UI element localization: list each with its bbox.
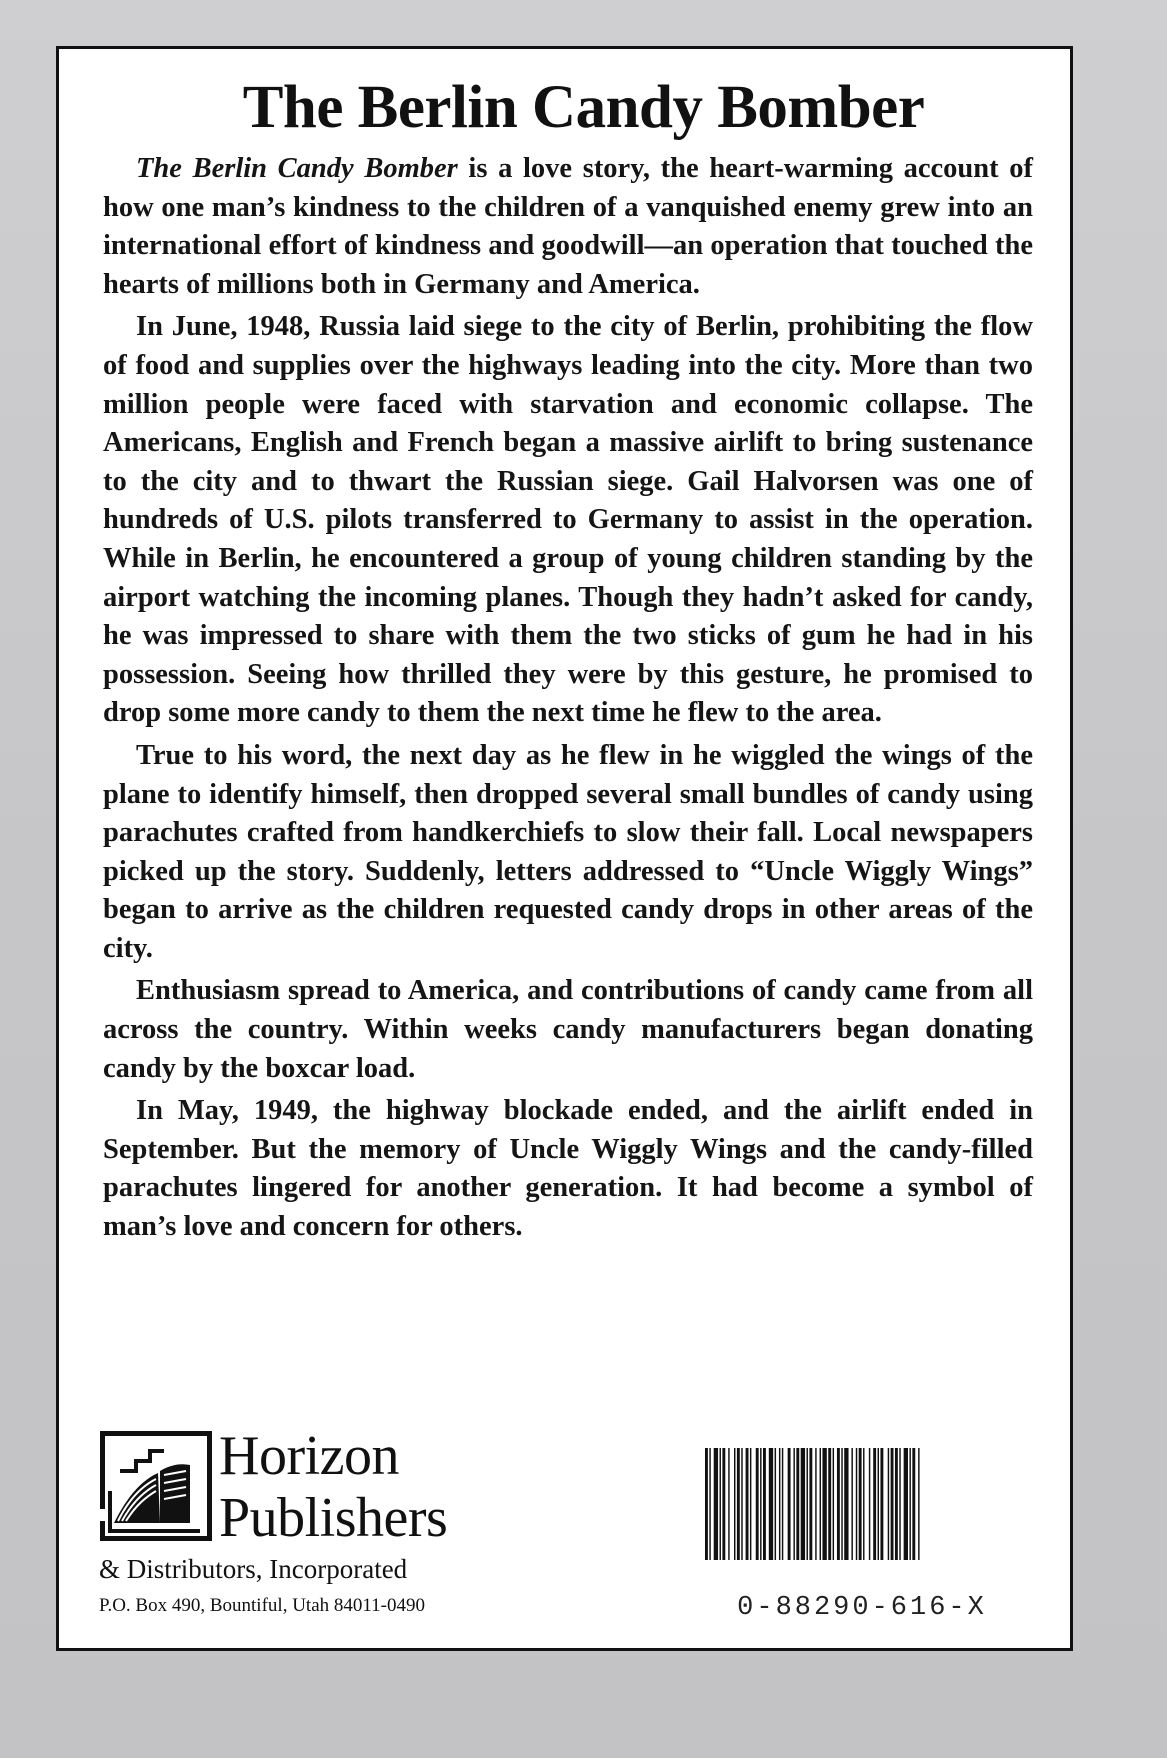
barcode-bar <box>722 1448 725 1560</box>
barcode-bar <box>844 1448 848 1560</box>
barcode-bar <box>895 1448 898 1560</box>
barcode-bar <box>888 1448 889 1560</box>
barcode-bar <box>734 1448 735 1560</box>
barcode-bar <box>828 1448 831 1560</box>
book-title: The Berlin Candy Bomber <box>242 74 925 141</box>
barcode-bar <box>793 1448 794 1560</box>
barcode-bar <box>880 1448 883 1560</box>
barcode-bar <box>779 1448 780 1560</box>
barcode-bar <box>899 1448 900 1560</box>
barcode-bar <box>856 1448 857 1560</box>
barcode-bar <box>878 1448 879 1560</box>
publisher-name-line1: Horizon <box>219 1425 400 1487</box>
barcode-bar <box>912 1448 915 1560</box>
barcode-bar <box>863 1448 864 1560</box>
isbn-number: 0-88290-616-X <box>737 1593 987 1623</box>
barcode-bar <box>705 1448 708 1560</box>
barcode-bar <box>782 1448 783 1560</box>
barcode-bar <box>728 1448 729 1560</box>
barcode-bar <box>851 1448 852 1560</box>
barcode-bar <box>760 1448 761 1560</box>
barcode-bar <box>756 1448 759 1560</box>
barcode-bar <box>807 1448 808 1560</box>
barcode-bar <box>837 1448 840 1560</box>
barcode-bar <box>820 1448 821 1560</box>
barcode-bar <box>775 1448 776 1560</box>
barcode-bar <box>801 1448 805 1560</box>
barcode-bar <box>909 1448 910 1560</box>
barcode-bar <box>918 1448 919 1560</box>
barcode-bar <box>841 1448 842 1560</box>
barcode-bar <box>809 1448 812 1560</box>
synopsis-paragraph-5: In May, 1949, the highway blockade ended, and the airlift ended in September. But the memory of Uncle Wiggly Wings and the candy-filled parachutes lingered for another generation. It had become a symbol of man’s love and concern for others. <box>103 1095 1033 1243</box>
barcode-bar <box>815 1448 816 1560</box>
synopsis-paragraph-1 <box>103 150 1033 304</box>
synopsis <box>103 150 1033 1251</box>
barcode-bar <box>769 1448 773 1560</box>
barcode-bar <box>763 1448 766 1560</box>
publisher-distributors: & Distributors, Incorporated <box>99 1554 408 1584</box>
synopsis-paragraph-4: Enthusiasm spread to America, and contributions of candy came from all across the country. Within weeks candy manufacturers began donating candy by the boxcar load. <box>103 975 1033 1084</box>
book-title-italic: The Berlin Candy Bomber <box>136 153 458 184</box>
open-book-stairs-icon <box>100 1431 212 1541</box>
barcode-bar <box>873 1448 876 1560</box>
publisher-address: P.O. Box 490, Bountiful, Utah 84011-0490 <box>99 1595 425 1616</box>
barcode-bar <box>869 1448 870 1560</box>
barcode-bar <box>891 1448 894 1560</box>
paragraph-text: is a love story, the heart-warming account of how one man’s kindness to the children of a vanquished enemy grew into an international effort of kindness and goodwill—an operation that touched the hearts of millions both in Germany and America. <box>103 153 1033 300</box>
barcode-icon <box>703 1446 1021 1564</box>
barcode-bar <box>833 1448 834 1560</box>
barcode-bar <box>746 1448 749 1560</box>
barcode-bar <box>720 1448 721 1560</box>
barcode-bar <box>788 1448 791 1560</box>
barcode-bar <box>714 1448 718 1560</box>
barcode-bar <box>796 1448 799 1560</box>
synopsis-paragraph-2: In June, 1948, Russia laid siege to the city of Berlin, prohibiting the flow of food and supplies over the highways leading into the city. More than two million people were faced with starvation and economic collapse. The Americans, English and French began a massive airlift to bring sustenance to the city and to thwart the Russian siege. Gail Halvorsen was one of hundreds of U.S. pilots transferred to Germany to assist in the operation. While in Berlin, he encountered a group of young children standing by the airport watching the incoming planes. Though they hadn’t asked for candy, he was impressed to share with them the two sticks of gum he had in his possession. Seeing how thrilled they were by this gesture, he promised to drop some more candy to them the next time he flew to the area. <box>103 311 1033 729</box>
barcode-bar <box>709 1448 710 1560</box>
barcode-bar <box>750 1448 751 1560</box>
synopsis-paragraph-3: True to his word, the next day as he flew in he wiggled the wings of the plane to identify himself, then dropped several small bundles of candy using parachutes crafted from handkerchiefs to slow their fall. Local newspapers picked up the story. Suddenly, letters addressed to “Uncle Wiggly Wings” began to arrive as the children requested candy drops in other areas of the city. <box>103 739 1033 964</box>
publisher-name-line2: Publishers <box>219 1487 448 1549</box>
barcode-bar <box>822 1448 826 1560</box>
barcode-bar <box>737 1448 740 1560</box>
barcode-bar <box>859 1448 862 1560</box>
barcode-bar <box>904 1448 908 1560</box>
barcode-bar <box>741 1448 742 1560</box>
